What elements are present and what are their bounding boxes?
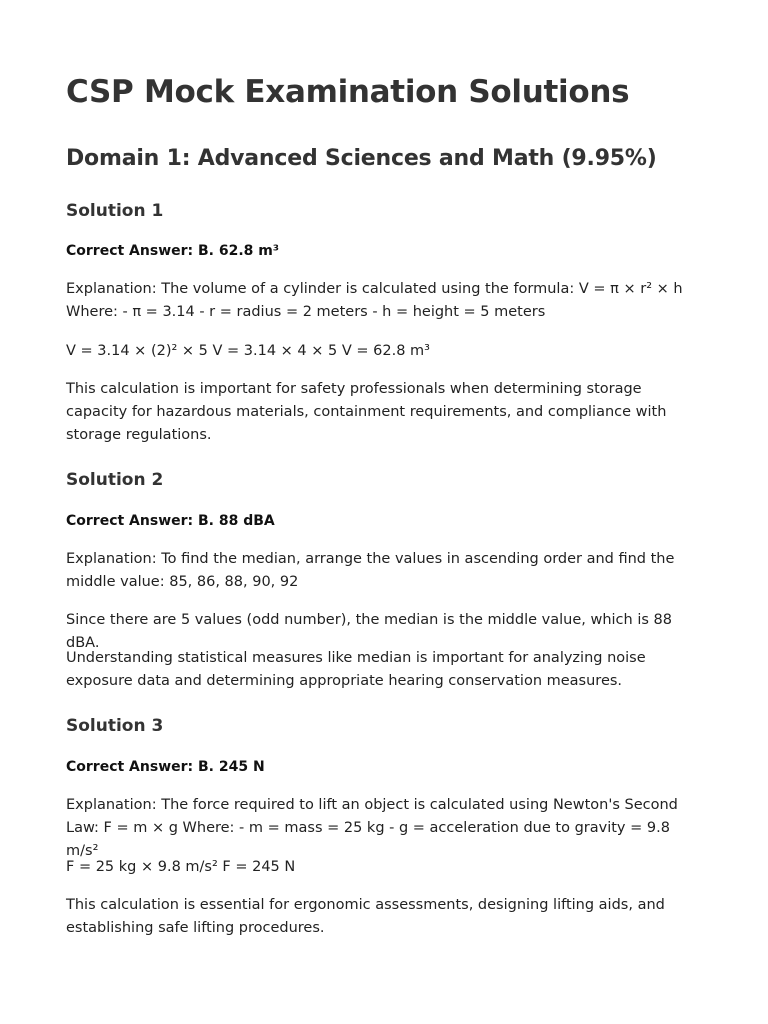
solution-3-calculation: F = 25 kg × 9.8 m/s² F = 245 N <box>66 859 296 875</box>
solution-3-heading: Solution 3 <box>66 716 164 736</box>
domain-heading: Domain 1: Advanced Sciences and Math (9.95%) <box>66 146 657 171</box>
solution-2-note: Understanding statistical measures like median is important for analyzing noise exposure data and determining appropriate hearing conservation measures. <box>66 650 646 689</box>
solution-3-answer: Correct Answer: B. 245 N <box>66 759 265 775</box>
solution-1-explanation: Explanation: The volume of a cylinder is calculated using the formula: V = π × r² × h Where: - π = 3.14 - r = radius = 2 meters - h = height = 5 meters <box>66 281 683 320</box>
solution-1-answer: Correct Answer: B. 62.8 m³ <box>66 243 280 259</box>
page-title: CSP Mock Examination Solutions <box>66 74 630 110</box>
solution-2-answer: Correct Answer: B. 88 dBA <box>66 513 275 529</box>
solution-1-note: This calculation is important for safety professionals when determining storage capacity for hazardous materials, containment requirements, and compliance with storage regulations. <box>66 381 667 443</box>
solution-2-explanation: Explanation: To find the median, arrange the values in ascending order and find the middle value: 85, 86, 88, 90, 92 <box>66 551 675 590</box>
solution-1-calculation: V = 3.14 × (2)² × 5 V = 3.14 × 4 × 5 V = 62.8 m³ <box>66 343 430 359</box>
solution-2-calculation: Since there are 5 values (odd number), the median is the middle value, which is 88 dBA. <box>66 612 672 651</box>
solution-2-heading: Solution 2 <box>66 470 164 490</box>
solution-3-explanation: Explanation: The force required to lift an object is calculated using Newton's Second Law: F = m × g Where: - m = mass = 25 kg - g = acceleration due to gravity = 9.8 m/s² <box>66 797 678 859</box>
solution-3-note: This calculation is essential for ergonomic assessments, designing lifting aids, and establishing safe lifting procedures. <box>66 897 665 936</box>
solution-1-heading: Solution 1 <box>66 201 164 221</box>
